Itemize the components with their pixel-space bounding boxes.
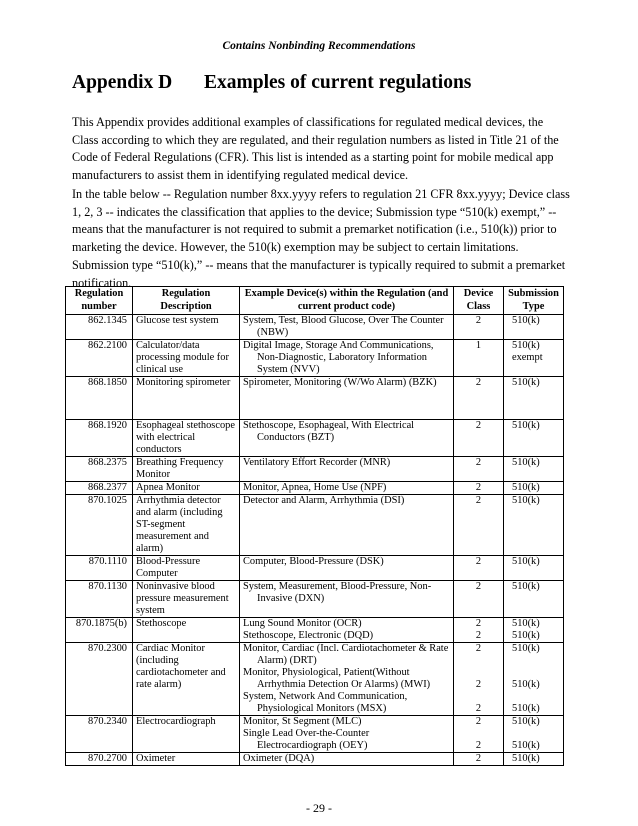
submission-entry: 510(k) exempt <box>512 340 543 363</box>
example-devices-cell <box>240 420 454 457</box>
table-row <box>66 618 564 643</box>
device-class-cell <box>454 716 504 753</box>
class-entry: 2 <box>475 643 482 654</box>
device-class-cell <box>454 315 504 340</box>
regulation-number-cell: 870.1130 <box>66 581 133 618</box>
submission-type-cell <box>504 753 564 766</box>
example-devices-cell <box>240 581 454 618</box>
table-row <box>66 716 564 753</box>
device-class-cell <box>454 495 504 556</box>
submission-entry: 510(k) <box>512 630 540 641</box>
table-row <box>66 315 564 340</box>
device-entry: Stethoscope, Electronic (DQD) <box>243 630 374 641</box>
submission-type-cell <box>504 340 564 377</box>
regulation-description-cell: Glucose test system <box>133 315 240 340</box>
submission-type-cell <box>504 420 564 457</box>
regulation-number-cell: 870.1025 <box>66 495 133 556</box>
example-devices-cell <box>240 495 454 556</box>
regulation-number-cell: 862.1345 <box>66 315 133 340</box>
example-devices-cell <box>240 618 454 643</box>
device-entry: Monitor, Apnea, Home Use (NPF) <box>243 482 387 493</box>
table-row <box>66 556 564 581</box>
table-row <box>66 581 564 618</box>
table-header-row <box>66 287 564 315</box>
header-regulation-number: Regulation number <box>66 287 133 315</box>
submission-entry: 510(k) <box>512 716 540 727</box>
submission-entry: 510(k) <box>512 753 540 764</box>
table-row <box>66 482 564 495</box>
table-row <box>66 495 564 556</box>
device-class-cell <box>454 377 504 420</box>
table-explanation-paragraph: In the table below -- Regulation number 8xx.yyyy refers to regulation 21 CFR 8xx.yyyy; Device class 1, 2, 3 -- indicates the classification that applies to the device; Submission type “510(k) exempt,” -- means that the manufacturer is not required to submit a premarket notification (i.e., 510(k)) prior to marketing the device. However, the 510(k) exemption may be subject to certain limitations. Submission type “510(k),” -- means that the manufacturer is typically required to submit a premarket notification. <box>72 187 570 290</box>
submission-type-cell <box>504 581 564 618</box>
submission-entry: 510(k) <box>512 618 540 629</box>
submission-type-cell <box>504 556 564 581</box>
class-entry: 2 <box>475 679 482 690</box>
device-entry: System, Test, Blood Glucose, Over The Counter (NBW) <box>243 315 444 338</box>
example-devices-cell <box>240 482 454 495</box>
device-entry: Spirometer, Monitoring (W/Wo Alarm) (BZK) <box>243 377 437 388</box>
submission-entry: 510(k) <box>512 315 540 326</box>
class-entry: 2 <box>475 457 482 468</box>
regulation-description-cell: Arrhythmia detector and alarm (including ST-segment measurement and alarm) <box>133 495 240 556</box>
regulation-description-cell: Cardiac Monitor (including cardiotachometer and rate alarm) <box>133 643 240 716</box>
regulation-description-cell: Stethoscope <box>133 618 240 643</box>
device-class-cell <box>454 556 504 581</box>
device-class-cell <box>454 643 504 716</box>
class-entry: 2 <box>475 753 482 764</box>
submission-type-cell <box>504 495 564 556</box>
device-entry: Ventilatory Effort Recorder (MNR) <box>243 457 391 468</box>
submission-entry: 510(k) <box>512 556 540 567</box>
regulation-number-cell: 868.1920 <box>66 420 133 457</box>
submission-entry: 510(k) <box>512 420 540 431</box>
header-device-class: Device Class <box>454 287 504 315</box>
submission-type-cell <box>504 618 564 643</box>
device-entry: Monitor, Physiological, Patient(Without Arrhythmia Detection Or Alarms) (MWI) <box>243 667 431 690</box>
device-class-cell <box>454 753 504 766</box>
example-devices-cell <box>240 716 454 753</box>
example-devices-cell <box>240 643 454 716</box>
device-class-cell <box>454 581 504 618</box>
regulation-description-cell: Electrocardiograph <box>133 716 240 753</box>
class-entry: 2 <box>475 740 482 751</box>
example-devices-cell <box>240 340 454 377</box>
class-entry: 2 <box>475 618 482 629</box>
class-entry: 2 <box>475 630 482 641</box>
device-entry: System, Network And Communication, Physiological Monitors (MSX) <box>243 691 408 714</box>
regulation-description-cell: Noninvasive blood pressure measurement system <box>133 581 240 618</box>
submission-entry: 510(k) <box>512 482 540 493</box>
regulation-description-cell: Esophageal stethoscope with electrical conductors <box>133 420 240 457</box>
device-class-cell <box>454 340 504 377</box>
device-class-cell <box>454 482 504 495</box>
submission-type-cell <box>504 482 564 495</box>
device-class-cell <box>454 618 504 643</box>
regulation-number-cell: 870.1110 <box>66 556 133 581</box>
regulation-description-cell: Oximeter <box>133 753 240 766</box>
submission-entry: 510(k) <box>512 457 540 468</box>
device-entry: Detector and Alarm, Arrhythmia (DSI) <box>243 495 405 506</box>
class-entry: 2 <box>475 377 482 388</box>
device-entry: Oximeter (DQA) <box>243 753 315 764</box>
table-row <box>66 340 564 377</box>
submission-type-cell <box>504 643 564 716</box>
regulation-number-cell: 868.2375 <box>66 457 133 482</box>
example-devices-cell <box>240 753 454 766</box>
class-entry: 2 <box>475 716 482 727</box>
regulation-description-cell: Apnea Monitor <box>133 482 240 495</box>
regulation-description-cell: Monitoring spirometer <box>133 377 240 420</box>
device-entry: Monitor, Cardiac (Incl. Cardiotachometer & Rate Alarm) (DRT) <box>243 643 449 666</box>
class-entry: 2 <box>475 495 482 506</box>
class-entry: 2 <box>475 315 482 326</box>
intro-paragraph: This Appendix provides additional examples of classifications for regulated medical devices, the Class according to which they are regulated, and their regulation numbers as listed in Title 21 of the Code of Federal Regulations (CFR). This list is intended as a starting point for mobile medical app manufacturers to assist them in identifying regulated medical device. <box>72 115 559 183</box>
device-entry: Lung Sound Monitor (OCR) <box>243 618 362 629</box>
regulation-description-cell: Calculator/data processing module for clinical use <box>133 340 240 377</box>
device-entry: Digital Image, Storage And Communications, Non-Diagnostic, Laboratory Information System (NVV) <box>243 340 434 375</box>
page-header: Contains Nonbinding Recommendations <box>222 40 416 52</box>
table-row <box>66 457 564 482</box>
submission-entry: 510(k) <box>512 740 540 751</box>
device-entry: Stethoscope, Esophageal, With Electrical Conductors (BZT) <box>243 420 415 443</box>
example-devices-cell <box>240 457 454 482</box>
regulation-description-cell: Blood-Pressure Computer <box>133 556 240 581</box>
example-devices-cell <box>240 377 454 420</box>
device-entry: Single Lead Over-the-Counter Electrocardiograph (OEY) <box>243 728 370 751</box>
regulation-number-cell: 870.2700 <box>66 753 133 766</box>
page-number: - 29 - <box>306 801 332 815</box>
submission-type-cell <box>504 315 564 340</box>
device-entry: System, Measurement, Blood-Pressure, Non-Invasive (DXN) <box>243 581 432 604</box>
submission-entry: 510(k) <box>512 377 540 388</box>
table-row <box>66 377 564 420</box>
class-entry: 2 <box>475 556 482 567</box>
table-row <box>66 753 564 766</box>
example-devices-cell <box>240 315 454 340</box>
table-row <box>66 643 564 716</box>
table-body <box>66 315 564 766</box>
device-entry: Computer, Blood-Pressure (DSK) <box>243 556 384 567</box>
regulation-number-cell: 868.2377 <box>66 482 133 495</box>
submission-entry: 510(k) <box>512 643 540 654</box>
example-devices-cell <box>240 556 454 581</box>
device-class-cell <box>454 457 504 482</box>
header-submission-type: Submission Type <box>504 287 564 315</box>
regulation-number-cell: 870.1875(b) <box>66 618 133 643</box>
submission-entry: 510(k) <box>512 495 540 506</box>
submission-entry: 510(k) <box>512 679 540 690</box>
class-entry: 1 <box>475 340 482 351</box>
submission-entry: 510(k) <box>512 581 540 592</box>
appendix-title-text: Examples of current regulations <box>204 72 472 93</box>
regulations-table <box>65 286 564 766</box>
class-entry: 2 <box>475 482 482 493</box>
header-example-devices: Example Device(s) within the Regulation (and current product code) <box>240 287 454 315</box>
table-row <box>66 420 564 457</box>
class-entry: 2 <box>475 703 482 714</box>
submission-type-cell <box>504 377 564 420</box>
appendix-number: Appendix D <box>72 72 173 93</box>
regulation-description-cell: Breathing Frequency Monitor <box>133 457 240 482</box>
submission-type-cell <box>504 457 564 482</box>
regulation-number-cell: 870.2300 <box>66 643 133 716</box>
submission-type-cell <box>504 716 564 753</box>
device-entry: Monitor, St Segment (MLC) <box>243 716 362 727</box>
header-regulation-description: Regulation Description <box>133 287 240 315</box>
regulation-number-cell: 870.2340 <box>66 716 133 753</box>
device-class-cell <box>454 420 504 457</box>
regulation-number-cell: 862.2100 <box>66 340 133 377</box>
appendix-title <box>72 72 471 94</box>
class-entry: 2 <box>475 420 482 431</box>
class-entry: 2 <box>475 581 482 592</box>
submission-entry: 510(k) <box>512 703 540 714</box>
regulation-number-cell: 868.1850 <box>66 377 133 420</box>
